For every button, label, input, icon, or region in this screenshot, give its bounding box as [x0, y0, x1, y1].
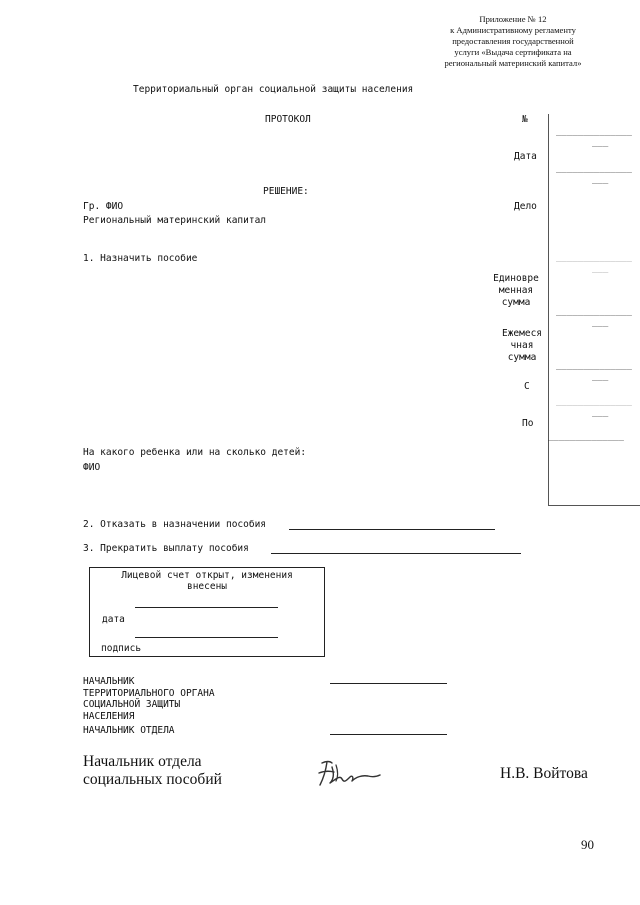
agency-title: Территориальный орган социальной защиты населения: [133, 84, 414, 95]
appendix-line: к Административному регламенту: [450, 25, 576, 35]
signatory-name: Н.В. Войтова: [500, 765, 588, 782]
date-field: ______________: [556, 165, 632, 174]
account-date-line: [135, 607, 278, 608]
case-label: Дело: [514, 201, 537, 212]
account-date-label: дата: [102, 614, 125, 625]
monthly-sum-label: [495, 328, 549, 364]
lump-sum-label-line: сумма: [501, 297, 531, 308]
dept-head-label: НАЧАЛЬНИК ОТДЕЛА: [83, 725, 175, 736]
from-date-field-tail: ___: [592, 408, 609, 418]
to-date-field: ______________: [548, 433, 624, 442]
head-title-block: [83, 676, 215, 722]
head-title-line: НАСЕЛЕНИЯ: [83, 710, 135, 722]
date-field-tail: ___: [592, 175, 609, 185]
lump-sum-label-line: Единовре: [493, 273, 539, 284]
monthly-sum-field-tail: ___: [592, 372, 609, 382]
decision-title: РЕШЕНИЕ:: [263, 186, 309, 197]
child-fio: ФИО: [83, 462, 101, 473]
item-stop-payment: 3. Прекратить выплату пособия: [83, 543, 249, 554]
appendix-line: услуги «Выдача сертификата на: [454, 47, 572, 57]
appendix-note: [410, 14, 616, 69]
monthly-sum-label-line: чная: [510, 340, 534, 351]
refuse-blank-line: [289, 529, 495, 530]
monthly-sum-label-line: сумма: [507, 352, 537, 363]
appendix-line: региональный материнский капитал»: [444, 58, 582, 68]
handwritten-signature: [316, 759, 382, 789]
from-date-label: С: [524, 381, 530, 392]
benefit-field-tail: ___: [592, 264, 609, 274]
head-title-line: НАЧАЛЬНИК: [83, 676, 135, 687]
lump-sum-label-line: менная: [498, 285, 534, 296]
stop-blank-line: [271, 553, 521, 554]
citizen-name: Гр. ФИО: [83, 201, 124, 212]
item-assign-benefit: 1. Назначить пособие: [83, 253, 198, 264]
lump-sum-field-tail: ___: [592, 318, 609, 328]
head-title-line: ТЕРРИТОРИАЛЬНОГО ОРГАНА: [83, 687, 215, 699]
account-signature-label: подпись: [101, 643, 142, 654]
benefit-field: ______________: [556, 254, 632, 263]
protocol-title: ПРОТОКОЛ: [265, 114, 311, 125]
account-box-text: [89, 570, 325, 592]
monthly-sum-field: ______________: [556, 362, 632, 371]
child-question: На какого ребенка или на сколько детей:: [83, 447, 307, 458]
lump-sum-field: ______________: [556, 308, 632, 317]
account-box-text-line: внесены: [186, 581, 228, 592]
item-refuse-benefit: 2. Отказать в назначении пособия: [83, 519, 267, 530]
head-title-line: СОЦИАЛЬНОЙ ЗАЩИТЫ: [83, 699, 181, 710]
number-label: №: [522, 114, 528, 125]
monthly-sum-label-line: Ежемеся: [501, 328, 543, 339]
program-name: Региональный материнский капитал: [83, 215, 267, 226]
signatory-position-line: социальных пособий: [83, 771, 222, 788]
page-number: 90: [581, 837, 594, 852]
lump-sum-label: [484, 273, 548, 309]
date-label: Дата: [514, 151, 537, 162]
to-date-label: По: [522, 418, 534, 429]
account-signature-line: [135, 637, 278, 638]
dept-head-signature-line: [330, 734, 447, 735]
signatory-position-line: Начальник отдела: [83, 753, 202, 770]
head-signature-line: [330, 683, 447, 684]
account-box-text-line: Лицевой счет открыт, изменения: [121, 570, 293, 581]
number-field: ______________: [556, 128, 632, 137]
from-date-field: ______________: [556, 398, 632, 407]
signatory-position: [83, 753, 222, 789]
appendix-line: Приложение № 12: [479, 14, 547, 24]
number-field-tail: ___: [592, 138, 609, 148]
appendix-line: предоставления государственной: [452, 36, 574, 46]
